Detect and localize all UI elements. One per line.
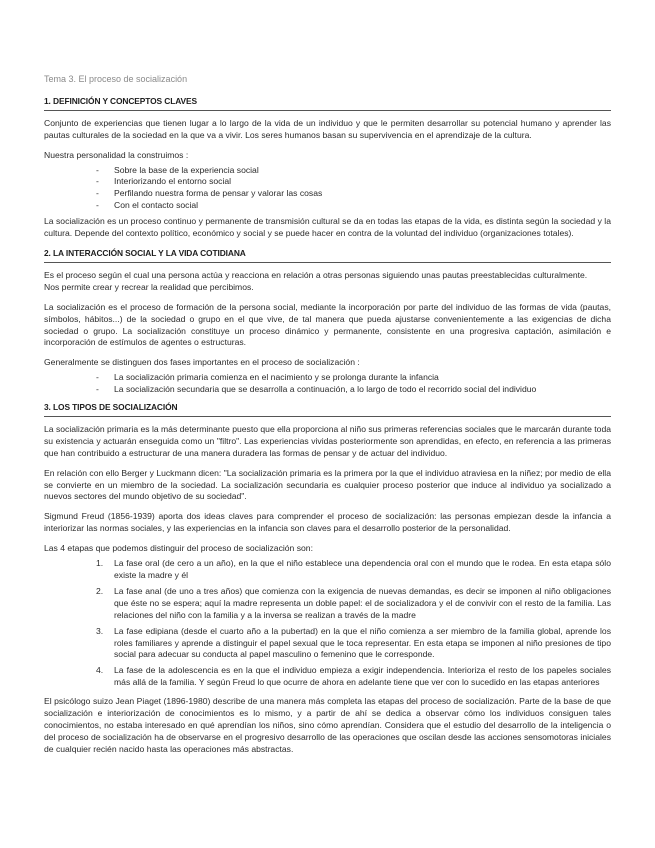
paragraph: Sigmund Freud (1856-1939) aporta dos ideas claves para comprender el proceso de socialización: las personas empiezan desde la infancia a interiorizar las normas sociales, y las experiencias en la infancia son claves para el desarrollo posterior de la personalidad. bbox=[44, 511, 611, 534]
section-heading: 2. LA INTERACCIÓN SOCIAL Y LA VIDA COTIDIANA bbox=[44, 248, 611, 263]
list-item: La fase anal (de uno a tres años) que comienza con la exigencia de nuevas demandas, es decir se imponen al niño obligaciones que éste no se espera; aquí la madre representa un doble papel: el de socializadora y el de convivir con el resto de la familia. Las relaciones del niño con la familia y a la inversa se realizan a través de la madre bbox=[114, 585, 611, 620]
list-intro: Las 4 etapas que podemos distinguir del proceso de socialización son: bbox=[44, 543, 313, 554]
section-heading: 3. LOS TIPOS DE SOCIALIZACIÓN bbox=[44, 402, 611, 417]
list-item: La fase edipiana (desde el cuarto año a la pubertad) en la que el niño comienza a ser miembro de la familia global, aprende los roles familiares y aprende a distinguir el papel sexual que le toca representar. En esta etapa se imponen al niño presiones de tipo social para adecuar su conducta al papel masculino o femenino que le corresponde. bbox=[114, 625, 611, 660]
list-item: - La socialización primaria comienza en el nacimiento y se prolonga durante la infancia bbox=[96, 372, 611, 384]
list-item: - La socialización secundaria que se desarrolla a continuación, a lo largo de todo el recorrido social del individuo bbox=[96, 384, 611, 396]
paragraph: La socialización es un proceso continuo y permanente de transmisión cultural se da en todas las etapas de la vida, es distinta según la sociedad y la cultura. Depende del contexto político, económico y social y se puede hacer en contra de la voluntad del individuo (organizaciones totales). bbox=[44, 216, 611, 239]
section-heading: 1. DEFINICIÓN Y CONCEPTOS CLAVES bbox=[44, 96, 611, 111]
paragraph: En relación con ello Berger y Luckmann dicen: "La socialización primaria es la primera por la que el individuo atraviesa en la niñez; por medio de ella se convierte en un miembro de la sociedad. La socialización secundaria es cualquier proceso posterior que induce al individuo ya socializado a nuevos sectores del mundo objetivo de su sociedad". bbox=[44, 467, 611, 502]
list-item: La fase oral (de cero a un año), en la que el niño establece una dependencia oral con el mundo que le rodea. En esta etapa sólo existe la madre y él bbox=[114, 558, 611, 580]
section-tipos bbox=[44, 402, 611, 756]
list-intro: Nuestra personalidad la construimos : bbox=[44, 149, 189, 160]
list-intro: Generalmente se distinguen dos fases importantes en el proceso de socialización : bbox=[44, 357, 360, 368]
paragraph: La socialización primaria es la más determinante puesto que ella proporciona al niño sus primeras referencias sociales que le marcarán durante toda su existencia y actuarán enseguida como un "filtro". Las experiencias vividas posteriormente son aprendidas, en efecto, en referencia a las primeras que han contribuido a estructurar de una manera duradera las formas de pensar y de actuar del individuo. bbox=[44, 423, 612, 458]
bullet-list bbox=[44, 372, 611, 396]
list-item: - Interiorizando el entorno social bbox=[96, 176, 611, 188]
list-item: La fase de la adolescencia es en la que el individuo empieza a exigir independencia. Interioriza el resto de los papeles sociales más allá de la familia. Y según Freud lo que ocurre de ahora en adelante tiene que ver con lo sucedido en las etapas anteriores bbox=[114, 665, 611, 688]
section-interaccion bbox=[44, 248, 611, 402]
paragraph: Es el proceso según el cual una persona actúa y reacciona en relación a otras personas siguiendo unas pautas preestablecidas culturalmente. bbox=[44, 269, 588, 280]
paragraph: Conjunto de experiencias que tienen lugar a lo largo de la vida de un individuo y que le permiten desarrollar su potencial humano y aprender las pautas culturales de la sociedad en la que va a vivir. Los seres humanos basan su supervivencia en el aprendizaje de la cultura. bbox=[44, 117, 611, 140]
document-header: Tema 3. El proceso de socialización bbox=[44, 74, 188, 84]
numbered-list bbox=[44, 558, 611, 689]
section-definicion bbox=[44, 96, 611, 240]
list-item: - Con el contacto social bbox=[96, 200, 611, 212]
document-page bbox=[44, 74, 611, 764]
bullet-list bbox=[44, 165, 611, 213]
paragraph: El psicólogo suizo Jean Piaget (1896-1980) describe de una manera más completa las etapas del proceso de socialización. Parte de la base de que socialización e interiorización de conocimientos es lo mismo, y a partir de ahí se dedica a observar cómo los individuos consiguen tales conocimientos, no estaba interesado en qué aprendían los niños, sino cómo aprendían. Considera que el estudio del desarrollo de la inteligencia o del proceso de socialización ha de observarse en el progresivo desarrollo de las operaciones que oscilan desde las acciones sensomotoras iniciales de cualquier recién nacido hasta las operaciones más abstractas. bbox=[44, 696, 611, 754]
paragraph: La socialización es el proceso de formación de la persona social, mediante la incorporación por parte del individuo de las formas de vida (pautas, símbolos, hábitos...) de la sociedad o grupo en el que vive, de tal manera que pueda ajustarse convenientemente a las exigencias de dicha sociedad o grupo. La socialización constituye un proceso dinámico y permanente, consistente en una progresiva captación, asimilación e incorporación de estímulos de agentes o estructuras. bbox=[44, 301, 611, 348]
list-item: - Perfilando nuestra forma de pensar y valorar las cosas bbox=[96, 188, 611, 200]
list-item: - Sobre la base de la experiencia social bbox=[96, 165, 611, 177]
paragraph: Nos permite crear y recrear la realidad que percibimos. bbox=[44, 281, 254, 292]
